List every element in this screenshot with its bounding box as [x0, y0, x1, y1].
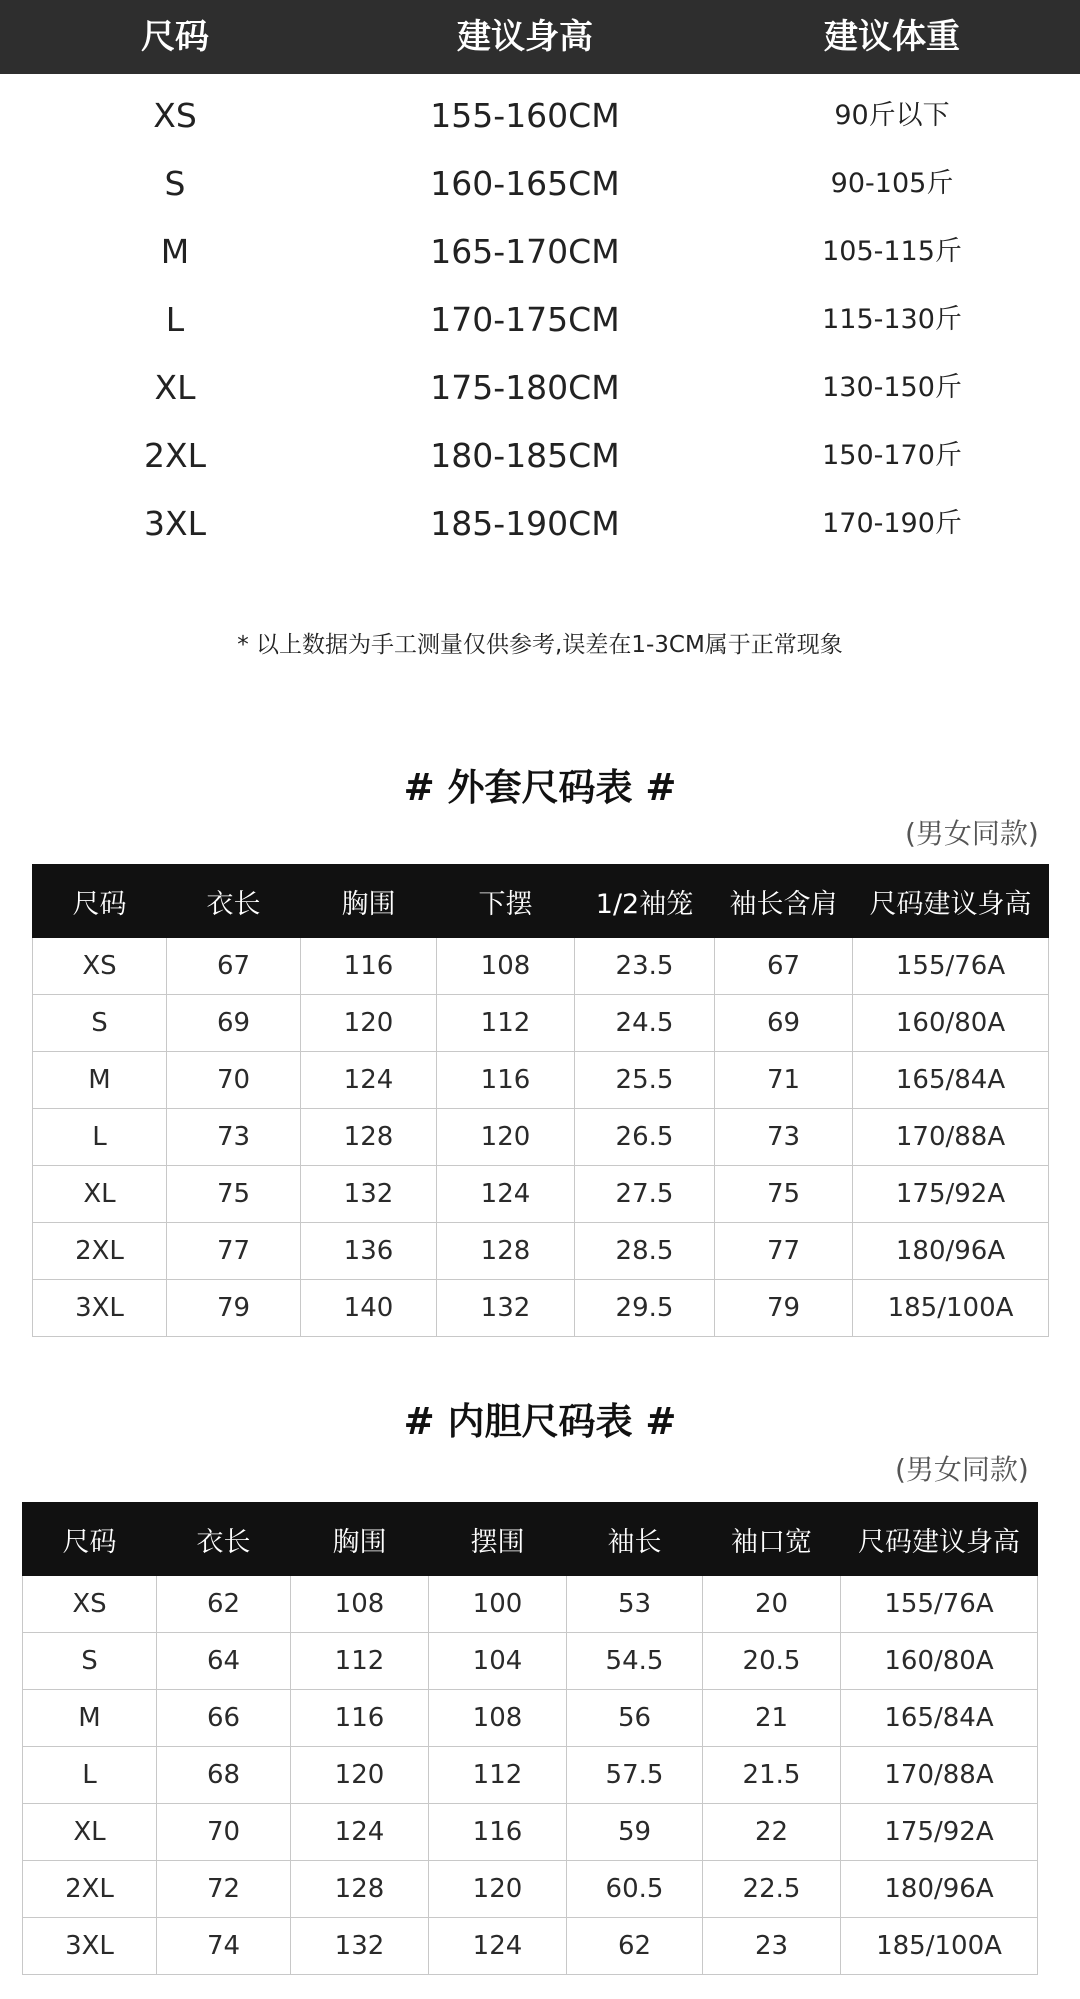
table-cell: 23.5 [575, 938, 715, 995]
column-header: 袖口宽 [703, 1503, 841, 1576]
weight-cell: 90斤以下 [834, 100, 950, 131]
table-cell: S [23, 1633, 157, 1690]
table-cell: L [33, 1109, 167, 1166]
recommend-row [0, 82, 1080, 150]
size-cell: XS [153, 96, 197, 135]
table-cell: 185/100A [853, 1280, 1049, 1337]
recommend-row [0, 422, 1080, 490]
height-cell: 155-160CM [430, 96, 620, 135]
measurement-note: * 以上数据为手工测量仅供参考,误差在1-3CM属于正常现象 [237, 632, 843, 658]
table-cell: 70 [157, 1804, 291, 1861]
table-cell: 128 [291, 1861, 429, 1918]
table-cell: 62 [157, 1576, 291, 1633]
table-cell: 2XL [33, 1223, 167, 1280]
table-cell: 116 [429, 1804, 567, 1861]
table-row [33, 1223, 1049, 1280]
table-cell: 57.5 [567, 1747, 703, 1804]
table-row [23, 1918, 1038, 1975]
table-cell: 124 [291, 1804, 429, 1861]
table-cell: 132 [437, 1280, 575, 1337]
table-cell: 120 [429, 1861, 567, 1918]
table-row [23, 1861, 1038, 1918]
table-cell: 170/88A [841, 1747, 1038, 1804]
size-cell: S [164, 164, 186, 203]
table-cell: 54.5 [567, 1633, 703, 1690]
table-cell: 20 [703, 1576, 841, 1633]
column-header: 袖长含肩 [715, 865, 853, 938]
table-cell: 60.5 [567, 1861, 703, 1918]
weight-cell: 115-130斤 [822, 304, 962, 335]
table-cell: 21 [703, 1690, 841, 1747]
table-cell: 108 [437, 938, 575, 995]
table-cell: 104 [429, 1633, 567, 1690]
column-header: 1/2袖笼 [575, 865, 715, 938]
table-row [23, 1804, 1038, 1861]
table-cell: 22 [703, 1804, 841, 1861]
table-cell: 73 [167, 1109, 301, 1166]
table-cell: 70 [167, 1052, 301, 1109]
table-header-row [33, 865, 1049, 938]
header-weight: 建议体重 [824, 17, 960, 57]
table-cell: 69 [715, 995, 853, 1052]
table-cell: 128 [301, 1109, 437, 1166]
table-cell: 67 [715, 938, 853, 995]
table-cell: M [23, 1690, 157, 1747]
header-height: 建议身高 [457, 17, 593, 57]
table-cell: 79 [167, 1280, 301, 1337]
height-cell: 165-170CM [430, 232, 620, 271]
table-cell: 108 [291, 1576, 429, 1633]
recommend-row [0, 490, 1080, 558]
size-cell: XL [154, 368, 196, 407]
table-cell: XL [33, 1166, 167, 1223]
column-header: 尺码建议身高 [853, 865, 1049, 938]
height-cell: 185-190CM [430, 504, 620, 543]
column-header: 胸围 [301, 865, 437, 938]
height-cell: 175-180CM [430, 368, 620, 407]
inner-unisex-label: (男女同款) [895, 1453, 1029, 1486]
table-cell: 170/88A [853, 1109, 1049, 1166]
header-size: 尺码 [141, 17, 209, 57]
size-cell: 2XL [144, 436, 206, 475]
table-cell: 165/84A [853, 1052, 1049, 1109]
table-cell: 79 [715, 1280, 853, 1337]
table-cell: XS [23, 1576, 157, 1633]
table-cell: 100 [429, 1576, 567, 1633]
table-cell: 120 [437, 1109, 575, 1166]
table-cell: 112 [429, 1747, 567, 1804]
column-header: 尺码建议身高 [841, 1503, 1038, 1576]
table-cell: 136 [301, 1223, 437, 1280]
outer-size-table [32, 864, 1049, 1337]
table-cell: 22.5 [703, 1861, 841, 1918]
table-cell: L [23, 1747, 157, 1804]
table-row [33, 1280, 1049, 1337]
table-cell: 72 [157, 1861, 291, 1918]
recommend-row [0, 150, 1080, 218]
table-cell: 66 [157, 1690, 291, 1747]
table-cell: 73 [715, 1109, 853, 1166]
table-cell: 124 [429, 1918, 567, 1975]
height-cell: 180-185CM [430, 436, 620, 475]
size-cell: 3XL [144, 504, 206, 543]
table-cell: 128 [437, 1223, 575, 1280]
table-cell: 116 [437, 1052, 575, 1109]
table-row [23, 1633, 1038, 1690]
size-cell: L [165, 300, 185, 339]
recommend-row [0, 218, 1080, 286]
table-cell: 64 [157, 1633, 291, 1690]
table-header-row [23, 1503, 1038, 1576]
column-header: 袖长 [567, 1503, 703, 1576]
table-cell: 124 [437, 1166, 575, 1223]
table-row [33, 995, 1049, 1052]
table-cell: 108 [429, 1690, 567, 1747]
table-row [23, 1576, 1038, 1633]
table-cell: 71 [715, 1052, 853, 1109]
column-header: 衣长 [167, 865, 301, 938]
inner-table-title: # 内胆尺码表 # [403, 1400, 677, 1443]
table-cell: 28.5 [575, 1223, 715, 1280]
table-cell: 69 [167, 995, 301, 1052]
table-cell: 175/92A [841, 1804, 1038, 1861]
table-cell: 175/92A [853, 1166, 1049, 1223]
table-cell: 112 [291, 1633, 429, 1690]
outer-unisex-label: (男女同款) [905, 817, 1039, 850]
table-cell: 160/80A [841, 1633, 1038, 1690]
table-cell: 23 [703, 1918, 841, 1975]
table-cell: 2XL [23, 1861, 157, 1918]
height-cell: 160-165CM [430, 164, 620, 203]
column-header: 尺码 [33, 865, 167, 938]
table-cell: 120 [301, 995, 437, 1052]
table-cell: 112 [437, 995, 575, 1052]
table-cell: 21.5 [703, 1747, 841, 1804]
table-cell: 25.5 [575, 1052, 715, 1109]
recommend-row [0, 354, 1080, 422]
column-header: 摆围 [429, 1503, 567, 1576]
table-cell: 120 [291, 1747, 429, 1804]
table-cell: 67 [167, 938, 301, 995]
table-cell: 124 [301, 1052, 437, 1109]
table-cell: XS [33, 938, 167, 995]
table-cell: 29.5 [575, 1280, 715, 1337]
inner-size-table [22, 1502, 1038, 1975]
table-cell: 20.5 [703, 1633, 841, 1690]
weight-cell: 170-190斤 [822, 508, 962, 539]
table-cell: 132 [301, 1166, 437, 1223]
table-cell: 74 [157, 1918, 291, 1975]
height-cell: 170-175CM [430, 300, 620, 339]
table-cell: 160/80A [853, 995, 1049, 1052]
table-cell: 27.5 [575, 1166, 715, 1223]
table-cell: 165/84A [841, 1690, 1038, 1747]
table-cell: 155/76A [841, 1576, 1038, 1633]
size-cell: M [160, 232, 190, 271]
table-cell: 116 [291, 1690, 429, 1747]
recommend-row [0, 286, 1080, 354]
table-cell: XL [23, 1804, 157, 1861]
table-cell: 75 [715, 1166, 853, 1223]
table-row [33, 1052, 1049, 1109]
table-cell: 53 [567, 1576, 703, 1633]
recommend-header [0, 0, 1080, 74]
table-cell: 24.5 [575, 995, 715, 1052]
column-header: 胸围 [291, 1503, 429, 1576]
table-row [23, 1747, 1038, 1804]
table-cell: 180/96A [841, 1861, 1038, 1918]
table-cell: 140 [301, 1280, 437, 1337]
table-cell: 75 [167, 1166, 301, 1223]
column-header: 下摆 [437, 865, 575, 938]
table-cell: 132 [291, 1918, 429, 1975]
table-cell: 116 [301, 938, 437, 995]
table-cell: 56 [567, 1690, 703, 1747]
table-row [33, 1166, 1049, 1223]
table-cell: 62 [567, 1918, 703, 1975]
column-header: 尺码 [23, 1503, 157, 1576]
table-cell: 68 [157, 1747, 291, 1804]
table-row [33, 1109, 1049, 1166]
column-header: 衣长 [157, 1503, 291, 1576]
table-cell: 155/76A [853, 938, 1049, 995]
weight-cell: 90-105斤 [830, 168, 954, 199]
outer-table-title: # 外套尺码表 # [403, 766, 677, 809]
table-row [33, 938, 1049, 995]
table-cell: 185/100A [841, 1918, 1038, 1975]
table-cell: 26.5 [575, 1109, 715, 1166]
table-cell: 59 [567, 1804, 703, 1861]
weight-cell: 150-170斤 [822, 440, 962, 471]
weight-cell: 105-115斤 [822, 236, 962, 267]
table-cell: 3XL [33, 1280, 167, 1337]
table-cell: S [33, 995, 167, 1052]
table-cell: 77 [167, 1223, 301, 1280]
table-cell: M [33, 1052, 167, 1109]
table-cell: 77 [715, 1223, 853, 1280]
table-cell: 3XL [23, 1918, 157, 1975]
weight-cell: 130-150斤 [822, 372, 962, 403]
table-cell: 180/96A [853, 1223, 1049, 1280]
table-row [23, 1690, 1038, 1747]
